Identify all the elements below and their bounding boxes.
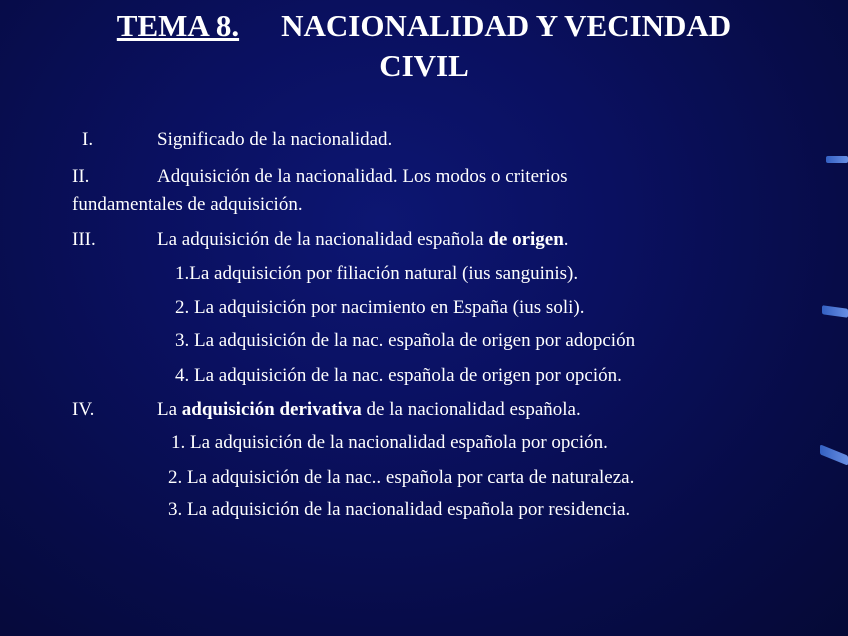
section-3	[72, 227, 569, 253]
section-2	[72, 164, 568, 190]
title-number: TEMA 8.	[116, 8, 240, 43]
title-line-1	[0, 6, 848, 46]
title-text-line1: NACIONALIDAD Y VECINDAD	[281, 8, 732, 43]
title-text-line2: CIVIL	[379, 48, 469, 83]
list-item	[171, 430, 608, 456]
section-4	[72, 397, 581, 423]
section-roman: II.	[72, 166, 90, 187]
section-text: Significado de la nacionalidad.	[157, 129, 393, 150]
list-item-text: 4. La adquisición de la nac. española de origen por opción.	[175, 365, 622, 386]
list-item-text: 3. La adquisición de la nacionalidad española por residencia.	[168, 499, 631, 520]
section-text-continued: fundamentales de adquisición.	[72, 194, 303, 215]
section-roman: IV.	[72, 399, 95, 420]
list-item	[168, 465, 634, 491]
section-2-continuation	[72, 192, 303, 218]
list-item-text: 1. La adquisición de la nacionalidad española por opción.	[171, 432, 608, 453]
section-text-post: de la nacionalidad española.	[361, 399, 581, 420]
list-item-text: 2. La adquisición por nacimiento en España (ius soli).	[175, 297, 585, 318]
list-item	[175, 261, 578, 287]
list-item-text: 1.La adquisición por filiación natural (ius sanguinis).	[175, 263, 579, 284]
list-item	[175, 328, 635, 354]
slide-title	[0, 6, 848, 86]
section-1	[82, 127, 392, 153]
list-item	[175, 295, 584, 321]
section-text-post: .	[563, 229, 569, 250]
section-text-bold: de origen	[488, 229, 564, 250]
section-text: Adquisición de la nacionalidad. Los modos o criterios	[157, 166, 568, 187]
list-item-text: 2. La adquisición de la nac.. española por carta de naturaleza.	[168, 467, 635, 488]
decoration-mark-3	[820, 444, 848, 465]
list-item-text: 3. La adquisición de la nac. española de origen por adopción	[175, 330, 636, 351]
section-roman: III.	[72, 229, 96, 250]
decoration-mark-1	[826, 156, 848, 163]
section-text-bold: adquisición derivativa	[181, 399, 362, 420]
section-text-pre: La	[157, 399, 182, 420]
list-item	[175, 363, 622, 389]
section-roman: I.	[82, 129, 94, 150]
section-text-pre: La adquisición de la nacionalidad española	[157, 229, 489, 250]
decoration-mark-2	[822, 305, 848, 318]
list-item	[168, 497, 630, 523]
